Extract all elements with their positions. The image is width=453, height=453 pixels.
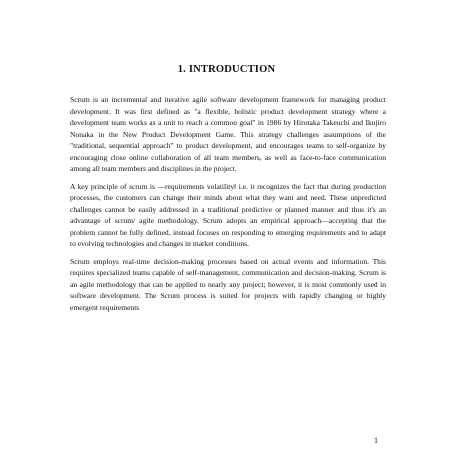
paragraph-3: Scrum employs real-time decision-making processes based on actual events and information. This requires specialized teams capable of self-management, communication and decision-making. Scrum is an agile methodology that can be applied to nearly any project; however, it is most commonly used in software development. The Scrum process is suited for projects with rapidly changing or highly emergent requirements bbox=[70, 256, 386, 312]
paragraph-2: A key principle of scrum is ―requirements volatility‖ i.e. it recognizes the fact that during production processes, the customers can change their minds about what they want and need. These unpredicted challenges cannot be easily addressed in a traditional predictive or planned manner and thus it's an advantage of scrum/ agile methodology. Scrum adopts an empirical approach—accepting that the problem cannot be fully defined, instead focuses on responding to emerging requirements and to adapt to evolving technologies and changes in market conditions. bbox=[70, 181, 386, 248]
page-number: 1 bbox=[374, 436, 378, 445]
section-heading: 1. INTRODUCTION bbox=[177, 64, 276, 75]
paragraph-1: Scrum is an incremental and iterative agile software development framework for managing product development. It was first defined as "a flexible, holistic product development strategy where a development team works as a unit to reach a common goal" in 1986 by Hirotaka Takeuchi and Ikujiro Nonaka in the New Product Development Game. This strategy challenges assumptions of the "traditional, sequential approach" to product development, and encourages teams to self-organize by encouraging close online collaboration of all team members, as well as face-to-face communication among all team members and disciplines in the project. bbox=[70, 95, 386, 173]
body-text bbox=[70, 94, 386, 319]
